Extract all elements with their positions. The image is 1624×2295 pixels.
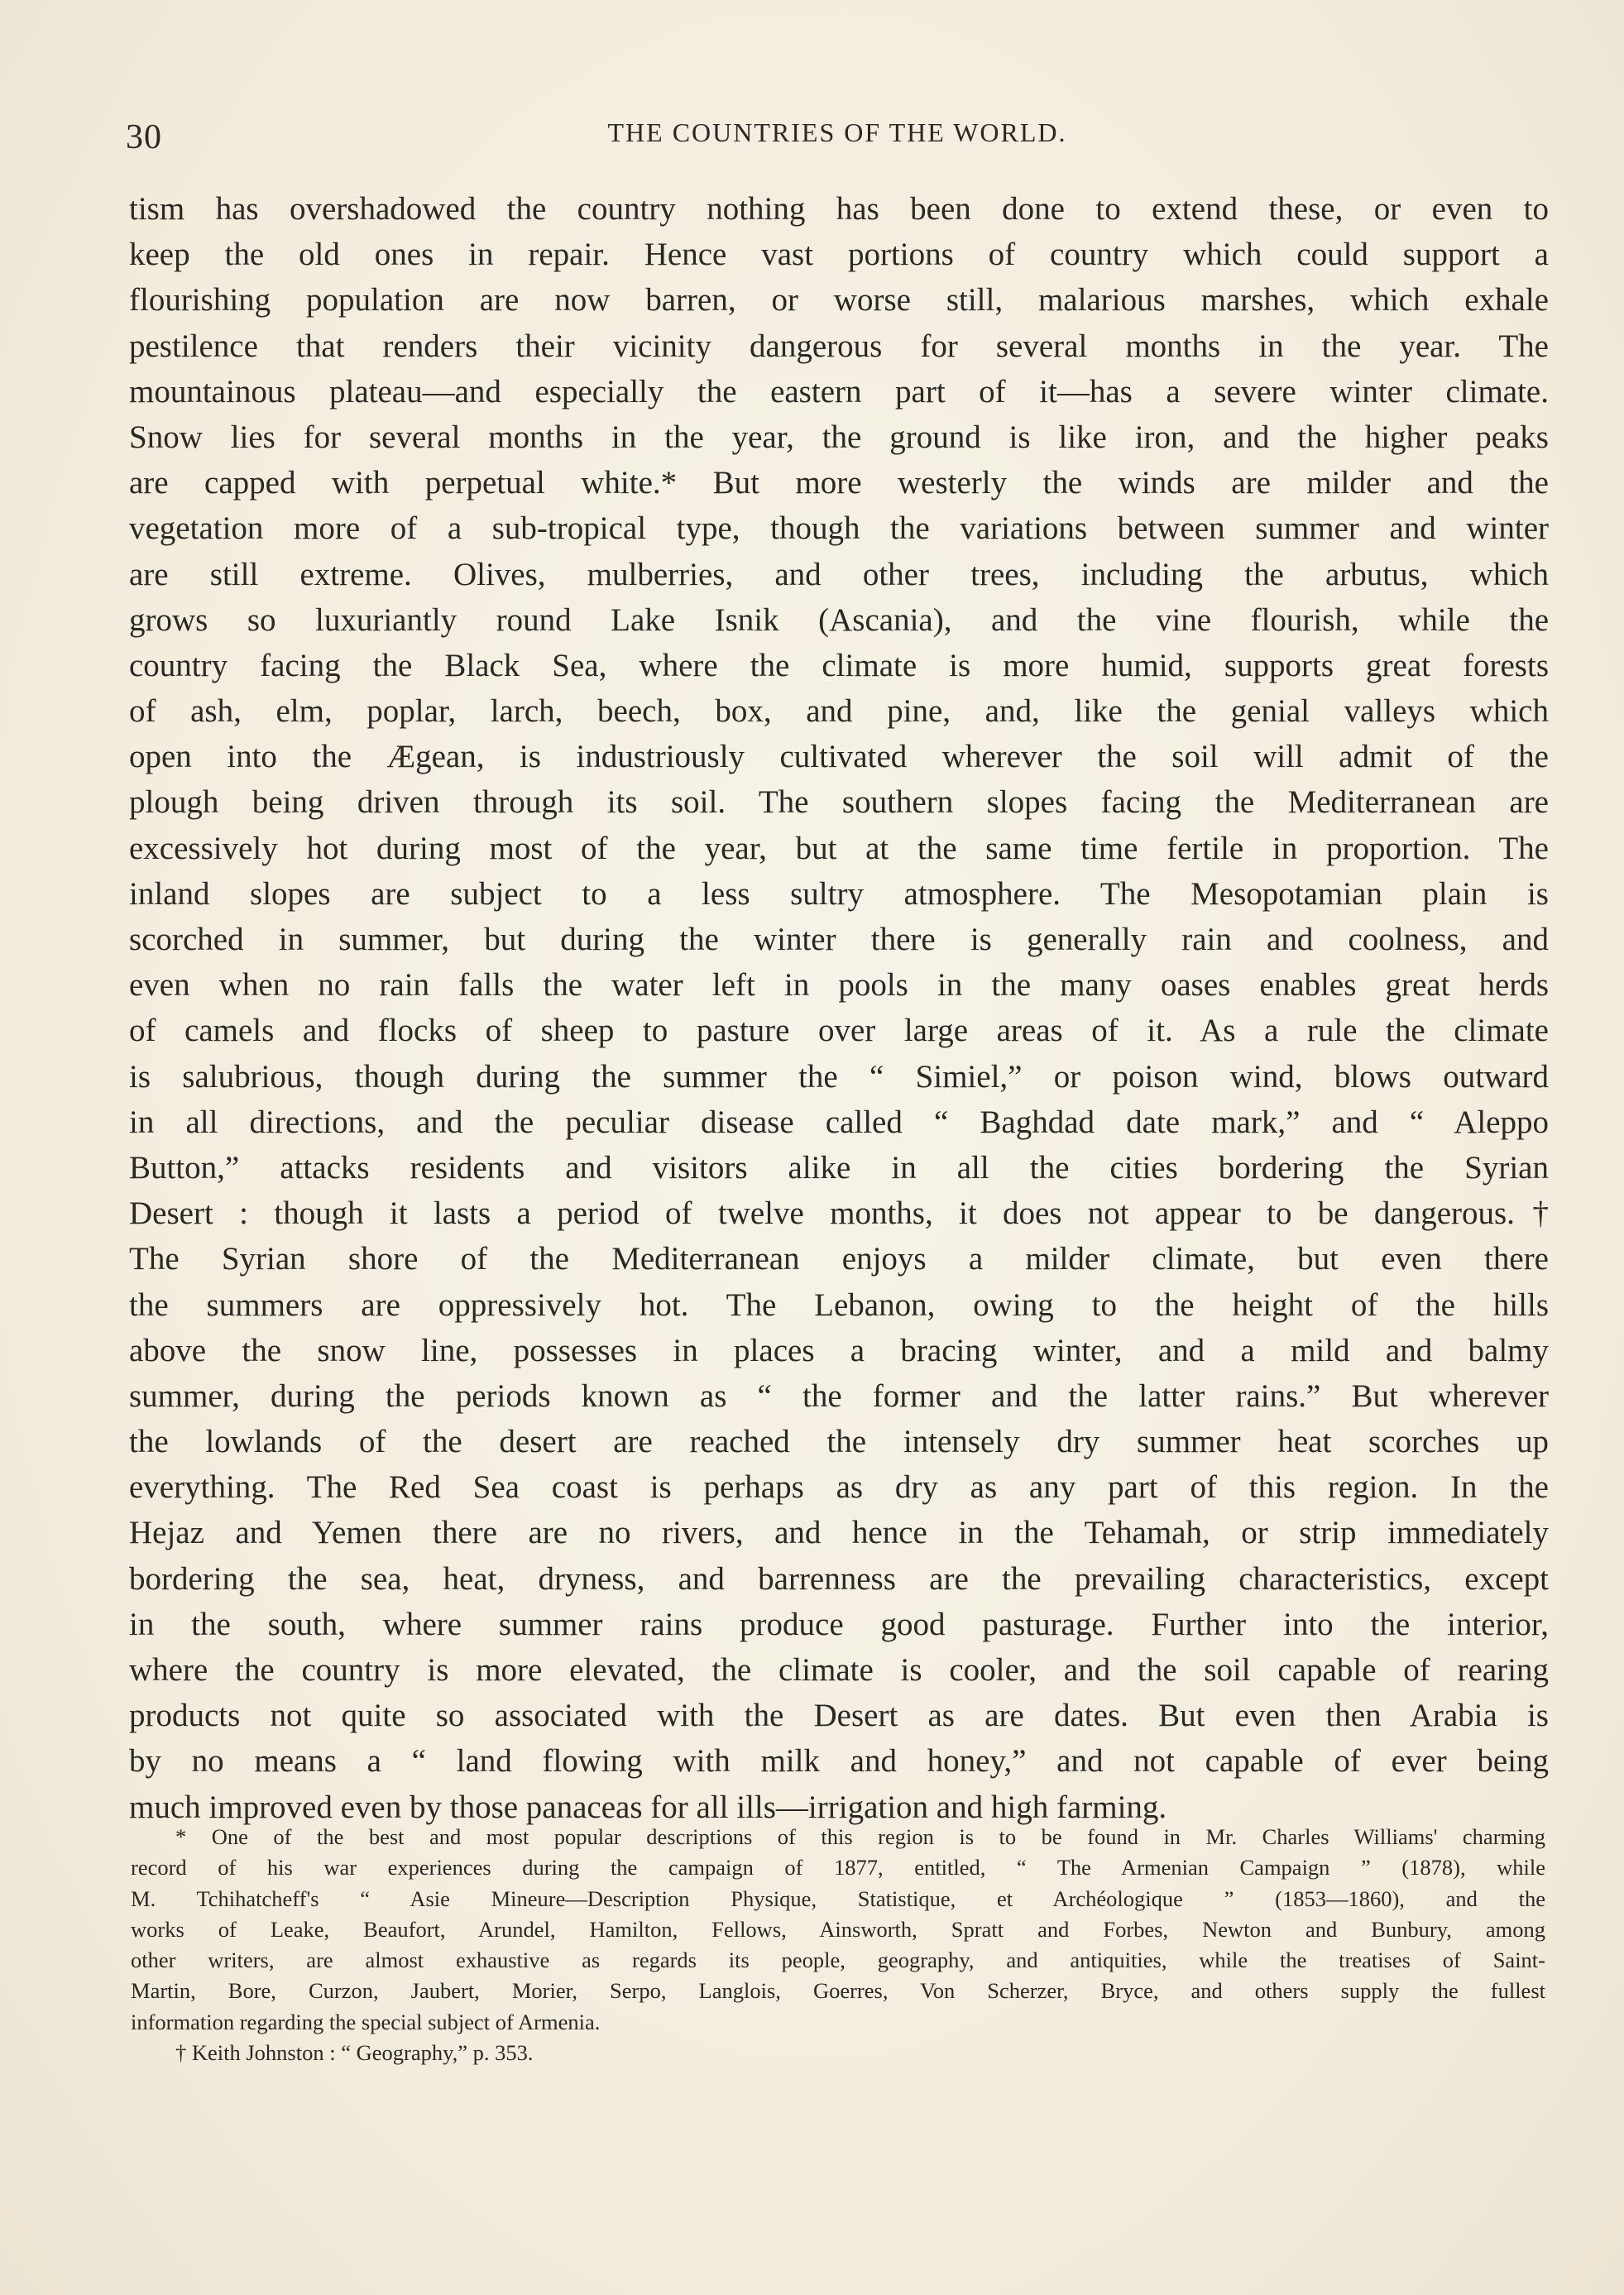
footnote-line: Martin, Bore, Curzon, Jaubert, Morier, Serpo, Langlois, Goerres, Von Scherzer, Bryce, and others supply the fullest: [131, 1978, 1545, 2004]
body-line: grows so luxuriantly round Lake Isnik (Ascania), and the vine flourish, while the: [129, 601, 1549, 638]
body-line: where the country is more elevated, the climate is cooler, and the soil capable of rearing: [129, 1652, 1549, 1688]
body-line: bordering the sea, heat, dryness, and barrenness are the prevailing characteristics, except: [129, 1560, 1549, 1597]
footnote-line: other writers, are almost exhaustive as regards its people, geography, and antiquities, while the treatises of Saint-: [131, 1948, 1545, 1973]
body-line: open into the Ægean, is industriously cultivated wherever the soil will admit of the: [129, 739, 1549, 775]
body-line: the summers are oppressively hot. The Lebanon, owing to the height of the hills: [129, 1286, 1549, 1323]
page-header: [126, 106, 1549, 156]
body-line: vegetation more of a sub-tropical type, though the variations between summer and winter: [129, 510, 1549, 547]
page-number: 30: [126, 118, 162, 156]
body-line: keep the old ones in repair. Hence vast portions of country which could support a: [129, 237, 1549, 273]
body-line: is salubrious, though during the summer the “ Simiel,” or poison wind, blows outward: [129, 1058, 1549, 1095]
body-line: much improved even by those panaceas for all ills—irrigation and high farming.: [129, 1789, 1167, 1825]
body-line: the lowlands of the desert are reached the intensely dry summer heat scorches up: [129, 1424, 1549, 1460]
footnote-line: † Keith Johnston : “ Geography,” p. 353.: [175, 2040, 534, 2066]
body-line: in the south, where summer rains produce good pasturage. Further into the interior,: [129, 1606, 1549, 1642]
body-line: Snow lies for several months in the year, the ground is like iron, and the higher peaks: [129, 419, 1549, 455]
running-title: THE COUNTRIES OF THE WORLD.: [607, 117, 1067, 147]
body-line: by no means a “ land flowing with milk and honey,” and not capable of ever being: [129, 1743, 1549, 1780]
body-line: of ash, elm, poplar, larch, beech, box, and pine, and, like the genial valleys which: [129, 693, 1549, 730]
body-line: summer, during the periods known as “ the former and the latter rains.” But wherever: [129, 1377, 1549, 1414]
body-line: tism has overshadowed the country nothing has been done to extend these, or even to: [129, 191, 1549, 227]
body-line: in all directions, and the peculiar disease called “ Baghdad date mark,” and “ Aleppo: [129, 1104, 1549, 1140]
body-line: are still extreme. Olives, mulberries, and other trees, including the arbutus, which: [129, 556, 1549, 592]
body-line: plough being driven through its soil. The southern slopes facing the Mediterranean are: [129, 784, 1549, 821]
body-line: inland slopes are subject to a less sultry atmosphere. The Mesopotamian plain is: [129, 875, 1549, 912]
footnote-line: works of Leake, Beaufort, Arundel, Hamilton, Fellows, Ainsworth, Spratt and Forbes, Newton and Bunbury, among: [131, 1916, 1545, 1942]
body-line: everything. The Red Sea coast is perhaps as dry as any part of this region. In the: [129, 1469, 1549, 1506]
body-line: country facing the Black Sea, where the climate is more humid, supports great forests: [129, 647, 1549, 683]
body-line: even when no rain falls the water left in pools in the many oases enables great herds: [129, 967, 1549, 1004]
body-line: of camels and flocks of sheep to pasture over large areas of it. As a rule the climate: [129, 1013, 1549, 1049]
body-line: above the snow line, possesses in places a bracing winter, and a mild and balmy: [129, 1332, 1549, 1368]
body-line: Desert : though it lasts a period of twelve months, it does not appear to be dangerous.†: [129, 1195, 1549, 1232]
body-line: Hejaz and Yemen there are no rivers, and hence in the Tehamah, or strip immediately: [129, 1515, 1549, 1551]
footnote-line: information regarding the special subject of Armenia.: [131, 2009, 601, 2034]
body-line: scorched in summer, but during the winter there is generally rain and coolness, and: [129, 922, 1549, 957]
body-line: excessively hot during most of the year, but at the same time fertile in proportion. The: [129, 830, 1549, 866]
body-text: [129, 186, 1549, 1830]
footnote-line: * One of the best and most popular descriptions of this region is to be found in Mr. Charles Williams' charming: [175, 1824, 1545, 1849]
body-line: flourishing population are now barren, or worse still, malarious marshes, which exhale: [129, 282, 1549, 319]
body-line: pestilence that renders their vicinity dangerous for several months in the year. The: [129, 328, 1549, 364]
footnotes: [131, 1822, 1545, 2068]
body-line: products not quite so associated with the Desert as are dates. But even then Arabia is: [129, 1698, 1549, 1734]
body-line: mountainous plateau—and especially the eastern part of it—has a severe winter climate.: [129, 373, 1549, 410]
footnote-line: record of his war experiences during the campaign of 1877, entitled, “ The Armenian Campaign ” (1878), while: [131, 1855, 1545, 1881]
body-line: Button,” attacks residents and visitors alike in all the cities bordering the Syrian: [129, 1149, 1549, 1186]
body-line: The Syrian shore of the Mediterranean enjoys a milder climate, but even there: [129, 1241, 1549, 1277]
body-line: are capped with perpetual white.* But more westerly the winds are milder and the: [129, 465, 1549, 501]
footnote-line: M. Tchihatcheff's “ Asie Mineure—Description Physique, Statistique, et Archéologique ” (1853—1860), and the: [131, 1885, 1545, 1911]
